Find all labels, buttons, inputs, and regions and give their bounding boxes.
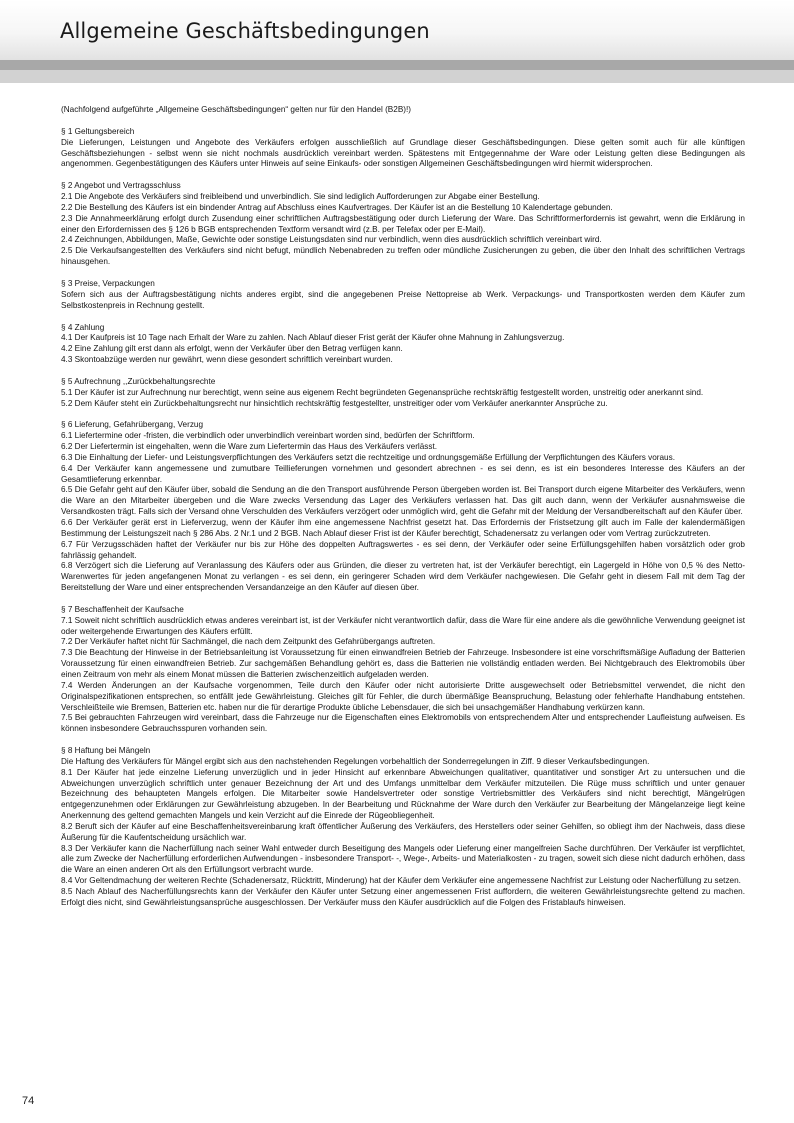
- clause-paragraph: 8.5 Nach Ablauf des Nacherfüllungsrechts kann der Verkäufer den Käufer unter Setzung einer angemessenen Frist auffordern, die weiteren Gewährleistungsrechte geltend zu machen. Erfolgt dies nicht, sind Gewährleistungsansprüche ausgeschlossen. Der Verkäufer muss den Käufer ausdrücklich auf die Folgen des Fristablaufs hinweisen.: [61, 887, 745, 907]
- header-band-light: [0, 70, 794, 83]
- section: [61, 746, 745, 909]
- intro-note: (Nachfolgend aufgeführte „Allgemeine Geschäftsbedingungen“ gelten nur für den Handel (B2B)!): [61, 105, 412, 114]
- clause-paragraph: 7.4 Werden Änderungen an der Kaufsache vorgenommen, Teile durch den Käufer oder nicht autorisierte Dritte ausgewechselt oder Betriebsmittel verwendet, die nicht den Originalspezifikationen entsprechen, so entfällt jede Gewährleistung. Gleiches gilt für Fehler, die durch übermäßige Beanspruchung, Belastung oder fehlerhafte Handhabung entstehen. Verschleißteile wie Bremsen, Batterien etc. haben nur die für derartige Produkte übliche Lebensdauer, die sich bei unsachgemäßer Handhabung verkürzen kann.: [61, 680, 745, 712]
- section-title: § 1 Geltungsbereich: [61, 126, 135, 136]
- clause-paragraph: 4.3 Skontoabzüge werden nur gewährt, wenn diese gesondert schriftlich vereinbart wurden.: [61, 355, 393, 365]
- clause-paragraph: 2.5 Die Verkaufsangestellten des Verkäufers sind nicht befugt, mündlich Nebenabreden zu treffen oder mündliche Zusicherungen zu geben, die über den Inhalt des schriftlichen Vertrags hinausgehen.: [61, 246, 745, 267]
- clause-paragraph: Sofern sich aus der Auftragsbestätigung nichts anderes ergibt, sind die angegebenen Preise Nettopreise ab Werk. Verpackungs- und Transportkosten werden dem Käufer zum Selbstkostenpreis in Rechnung gestellt.: [61, 289, 745, 310]
- section-title: § 6 Lieferung, Gefahrübergang, Verzug: [61, 420, 204, 430]
- clause-paragraph: 2.1 Die Angebote des Verkäufers sind freibleibend und unverbindlich. Sie sind lediglich Aufforderungen zur Abgabe einer Bestellung.: [61, 192, 540, 202]
- page-title: Allgemeine Geschäftsbedingungen: [60, 19, 430, 43]
- section: [61, 420, 745, 594]
- clause-paragraph: 2.2 Die Bestellung des Käufers ist ein bindender Antrag auf Abschluss eines Kaufvertrages. Der Käufer ist an die Bestellung 10 Kalendertage gebunden.: [61, 202, 613, 212]
- section: [61, 127, 745, 170]
- section-title: § 7 Beschaffenheit der Kaufsache: [61, 604, 184, 614]
- clause-paragraph: 6.8 Verzögert sich die Lieferung auf Veranlassung des Käufers oder aus Gründen, die dieser zu vertreten hat, ist der Verkäufer berechtigt, ein Lagergeld in Höhe von 0,5 % des Netto-Warenwertes für jeden angefangenen Monat zu verlangen - es sei denn, ein geringerer Schaden wird dem Verkäufer nachgewiesen. Die Gefahr geht in diesem Fall mit dem Tag der Bereitstellung der Ware und einer entsprechenden Versandanzeige an den Käufer auf diesen über.: [61, 561, 745, 593]
- clause-paragraph: 2.4 Zeichnungen, Abbildungen, Maße, Gewichte oder sonstige Leistungsdaten sind nur verbindlich, wenn dies ausdrücklich schriftlich vereinbart wird.: [61, 235, 602, 245]
- section-title: § 4 Zahlung: [61, 322, 105, 332]
- section-title: § 3 Preise, Verpackungen: [61, 278, 155, 288]
- clause-paragraph: 8.3 Der Verkäufer kann die Nacherfüllung nach seiner Wahl entweder durch Beseitigung des Mangels oder Lieferung einer mangelfreien Sache durchführen. Der Verkäufer ist verpflichtet, alle zum Zwecke der Nacherfüllung erforderlichen Aufwendungen - insbesondere Transport- -, Wege-, Arbeits- und Materialkosten - zu tragen, soweit sich diese nicht dadurch erhöhen, dass die Ware an einen anderen Ort als den Erfüllungsort verbracht wurde.: [61, 843, 745, 875]
- clause-paragraph: 7.2 Der Verkäufer haftet nicht für Sachmängel, die nach dem Zeitpunkt des Gefahrübergangs auftreten.: [61, 637, 436, 647]
- clause-paragraph: 4.2 Eine Zahlung gilt erst dann als erfolgt, wenn der Verkäufer über den Betrag verfügen kann.: [61, 344, 403, 354]
- clause-paragraph: 6.2 Der Liefertermin ist eingehalten, wenn die Ware zum Liefertermin das Haus des Verkäufers verlässt.: [61, 442, 438, 452]
- section: [61, 377, 745, 410]
- section: [61, 279, 745, 312]
- section: [61, 181, 745, 268]
- header-band-dark: [0, 60, 794, 70]
- page-number: 74: [22, 1095, 35, 1107]
- clause-paragraph: 6.6 Der Verkäufer gerät erst in Lieferverzug, wenn der Käufer ihm eine angemessene Nachfrist gesetzt hat. Das Erfordernis der Fristsetzung gilt auch im Falle der kalendermäßigen Bestimmung der Leistungszeit nach § 286 Abs. 2 Nr.1 und 2 BGB. Nach Ablauf dieser Frist ist der Käufer berechtigt, Schadenersatz zu verlangen oder vom Vertrag zurückzutreten.: [61, 518, 745, 538]
- clause-paragraph: 8.4 Vor Geltendmachung der weiteren Rechte (Schadenersatz, Rücktritt, Minderung) hat der Käufer dem Verkäufer eine angemessene Nachfrist zur Leistung oder Nacherfüllung zu setzen.: [61, 876, 741, 886]
- clause-paragraph: 7.5 Bei gebrauchten Fahrzeugen wird vereinbart, dass die Fahrzeuge nur die Eigenschaften eines Elektromobils von entsprechendem Alter und entsprechender Laufleistung aufweisen. Es können insbesondere Gebrauchsspuren vorhanden sein.: [61, 713, 745, 734]
- clause-paragraph: 6.3 Die Einhaltung der Liefer- und Leistungsverpflichtungen des Verkäufers setzt die rechtzeitige und ordnungsgemäße Erfüllung der Verpflichtungen des Käufers voraus.: [61, 452, 675, 462]
- clause-paragraph: 6.4 Der Verkäufer kann angemessene und zumutbare Teillieferungen vornehmen und gesondert abrechnen - es sei denn, es ist ein besonderes Interesse des Käufers an der Gesamtlieferung erkennbar.: [61, 463, 745, 484]
- clause-paragraph: Die Haftung des Verkäufers für Mängel ergibt sich aus den nachstehenden Regelungen vorbehaltlich der Sonderregelungen in Ziff. 9 dieser Verkaufsbedingungen.: [61, 756, 650, 766]
- clause-paragraph: 6.1 Liefertermine oder -fristen, die verbindlich oder unverbindlich vereinbart worden sind, bedürfen der Schriftform.: [61, 431, 475, 441]
- clause-paragraph: Die Lieferungen, Leistungen und Angebote des Verkäufers erfolgen ausschließlich auf Grundlage dieser Geschäftsbedingungen. Diese gelten somit auch für alle künftigen Geschäftsbeziehungen - selbst wenn sie nicht nochmals ausdrücklich vereinbart werden. Spätestens mit Entgegennahme der Ware oder Leistung gelten diese Bedingungen als angenommen. Gegenbestätigungen des Käufers unter Hinweis auf seine Einkaufs- oder sonstigen Allgemeinen Geschäftsbedingungen wird hiermit widersprochen.: [61, 137, 745, 169]
- sections-container: [61, 127, 745, 909]
- clause-paragraph: 5.1 Der Käufer ist zur Aufrechnung nur berechtigt, wenn seine aus eigenem Recht begründeten Gegenansprüche rechtskräftig festgestellt worden, unstreitig oder anerkannt sind.: [61, 387, 704, 397]
- clause-paragraph: 6.7 Für Verzugsschäden haftet der Verkäufer nur bis zur Höhe des doppelten Auftragswertes - es sei denn, der Verkäufer oder seine Erfüllungsgehilfen haben vorsätzlich oder grob fahrlässig gehandelt.: [61, 539, 745, 560]
- clause-paragraph: 7.3 Die Beachtung der Hinweise in der Betriebsanleitung ist Voraussetzung für einen einwandfreien Betrieb der Fahrzeuge. Insbesondere ist eine vorschriftsmäßige Aufladung der Batterien Voraussetzung für einen einwandfreien Betrieb. Zur sachgemäßen Behandlung gehört es, dass die Batterien nie vollständig entladen werden. Bei Nichtgebrauch des Elektromobils über einen Zeitraum von mehr als einem Monat müssen die Batterien zwischenzeitlich aufgeladen werden.: [61, 648, 745, 679]
- clause-paragraph: 2.3 Die Annahmeerklärung erfolgt durch Zusendung einer schriftlichen Auftragsbestätigung oder durch Lieferung der Ware. Das Schriftformerfordernis ist gewahrt, wenn die Erklärung in einer den Erfordernissen des § 126 b BGB entsprechenden Textform versandt wird (z.B. per Telefax oder per E-Mail).: [61, 213, 745, 234]
- section-title: § 2 Angebot und Vertragsschluss: [61, 181, 181, 191]
- page-header: [0, 0, 794, 60]
- section: [61, 323, 745, 366]
- clause-paragraph: 6.5 Die Gefahr geht auf den Käufer über, sobald die Sendung an die den Transport ausführende Person übergeben worden ist. Bei Transport durch eigene Mitarbeiter des Verkäufers, wenn die Ware an den Mitarbeiter übergeben und die Ware zwecks Versendung das Lager des Verkäufers verlassen hat. Das gilt auch dann, wenn der Verkäufer ausnahmsweise die Versandkosten trägt. Falls sich der Versand ohne Verschulden des Verkäufers verzögert oder unmöglich wird, geht die Gefahr mit der Meldung der Versandbereitschaft auf den Käufer über.: [61, 485, 745, 517]
- section: [61, 605, 745, 735]
- clause-paragraph: 8.1 Der Käufer hat jede einzelne Lieferung unverzüglich und in jeder Hinsicht auf erkennbare Abweichungen qualitativer, quantitativer und sonstiger Art zu untersuchen und die Abweichungen unverzüglich schriftlich unter genauer Bezeichnung der Art und des Umfangs unmittelbar dem Verkäufer mitzuteilen. Die Rüge muss schriftlich und unter genauer Bezeichnung des behaupteten Mangels erfolgen. Die Mitarbeiter sowie Handelsvertreter oder sonstige Vertriebsmittler des Verkäufers sind nicht berechtigt, Mängelrügen entgegenzunehmen oder Erklärungen zur Gewährleistung abzugeben. In der Bearbeitung und Rücknahme der Ware durch den Verkäufer zur Bearbeitung der Mängelanzeige liegt keine Anerkennung des geltend gemachten Mangels und kein Verzicht auf die Einrede der Rügeobliegenheit.: [61, 767, 745, 821]
- clause-paragraph: 8.2 Beruft sich der Käufer auf eine Beschaffenheitsvereinbarung kraft öffentlicher Äußerung des Verkäufers, des Herstellers oder seiner Gehilfen, so obliegt ihm der Nachweis, dass diese Äußerung für die Kaufentscheidung ursächlich war.: [61, 821, 745, 842]
- clause-paragraph: 5.2 Dem Käufer steht ein Zurückbehaltungsrecht nur hinsichtlich rechtskräftig festgestellter, unstreitiger oder vom Verkäufer anerkannter Ansprüche zu.: [61, 398, 608, 408]
- clause-paragraph: 4.1 Der Kaufpreis ist 10 Tage nach Erhalt der Ware zu zahlen. Nach Ablauf dieser Frist gerät der Käufer ohne Mahnung in Zahlungsverzug.: [61, 333, 565, 343]
- terms-body: [61, 105, 745, 920]
- section-title: § 5 Aufrechnung ,,Zurückbehaltungsrechte: [61, 376, 216, 386]
- clause-paragraph: 7.1 Soweit nicht schriftlich ausdrücklich etwas anderes vereinbart ist, ist der Verkäufer nicht verantwortlich dafür, dass die Ware für eine andere als die gewöhnliche Verwendung geeignet ist oder weitergehende Erwartungen des Käufers erfüllt.: [61, 615, 745, 636]
- section-title: § 8 Haftung bei Mängeln: [61, 746, 151, 756]
